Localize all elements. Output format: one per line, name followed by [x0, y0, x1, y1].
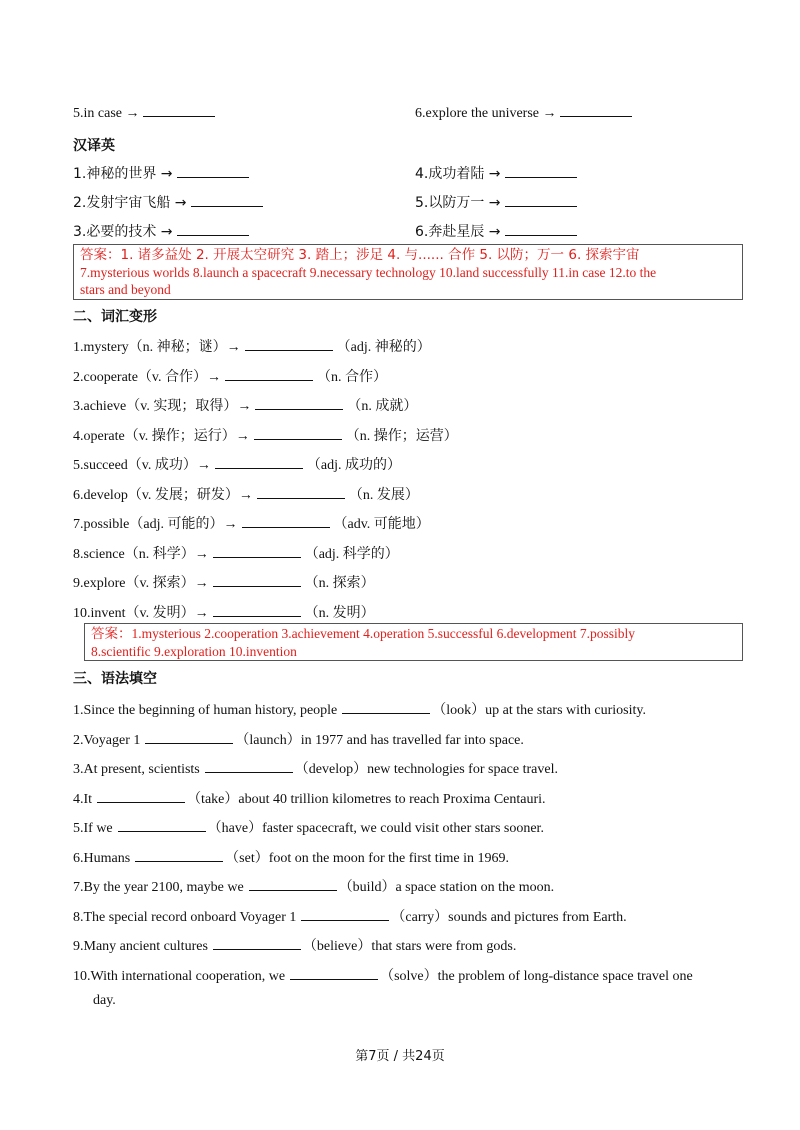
answer-box-translation	[73, 244, 743, 300]
answer-blank[interactable]	[245, 338, 333, 351]
section-heading-grammar: 三、语法填空	[73, 671, 157, 687]
answer-blank[interactable]	[255, 397, 343, 410]
grammar-item: 5.If we （have）faster spacecraft, we could visit other stars sooner.	[73, 821, 544, 836]
c2e-item-1: 1.神秘的世界 →	[73, 163, 249, 183]
section-heading-vocab: 二、词汇变形	[73, 309, 157, 325]
answer-blank[interactable]	[145, 731, 233, 744]
answer-blank[interactable]	[254, 427, 342, 440]
answer-blank[interactable]	[290, 967, 378, 980]
c2e-item-4: 4.成功着陆 →	[415, 163, 577, 183]
phrase-item-5: 5.in case →	[73, 104, 215, 122]
answer-text: stars and beyond	[80, 282, 171, 297]
vocab-item: 10.invent（v. 发明）→ （n. 发明）	[73, 605, 375, 621]
answer-label: 答案：	[91, 626, 132, 642]
c2e-item-3: 3.必要的技术 →	[73, 221, 249, 241]
answer-blank[interactable]	[215, 456, 303, 469]
grammar-item: 7.By the year 2100, maybe we （build）a space station on the moon.	[73, 880, 555, 895]
grammar-item: 10.With international cooperation, we （solve）the problem of long-distance space travel one	[73, 968, 693, 984]
grammar-item: 1.Since the beginning of human history, people （look）up at the stars with curiosity.	[73, 703, 646, 718]
vocab-item: 5.succeed（v. 成功）→ （adj. 成功的）	[73, 458, 402, 473]
answer-text: 1. 诸多益处 2. 开展太空研究 3. 踏上；涉足 4. 与...... 合作 5. 以防；万一 6. 探索宇宙	[120, 247, 640, 263]
grammar-item: 8.The special record onboard Voyager 1 （carry）sounds and pictures from Earth.	[73, 909, 627, 925]
grammar-item: 4.It （take）about 40 trillion kilometres to reach Proxima Centauri.	[73, 791, 546, 807]
c2e-item-6: 6.奔赴星辰 →	[415, 221, 577, 241]
answer-blank[interactable]	[213, 574, 301, 587]
answer-blank[interactable]	[213, 545, 301, 558]
vocab-item: 7.possible（adj. 可能的）→ （adv. 可能地）	[73, 517, 430, 532]
answer-blank[interactable]	[249, 878, 337, 891]
c2e-item-5: 5.以防万一 →	[415, 192, 577, 212]
section-heading-c2e: 汉译英	[73, 138, 115, 154]
vocab-item: 9.explore（v. 探索）→ （n. 探索）	[73, 576, 375, 591]
grammar-item-continuation: day.	[93, 993, 116, 1008]
answer-blank[interactable]	[257, 486, 345, 499]
vocab-item: 1.mystery（n. 神秘；谜）→ （adj. 神秘的）	[73, 340, 431, 355]
c2e-item-2: 2.发射宇宙飞船 →	[73, 192, 263, 212]
answer-blank[interactable]	[225, 368, 313, 381]
answer-blank[interactable]	[191, 194, 263, 207]
answer-blank[interactable]	[242, 515, 330, 528]
answer-text: 1.mysterious 2.cooperation 3.achievement 4.operation 5.successful 6.development 7.possibly	[131, 626, 636, 641]
answer-blank[interactable]	[143, 104, 215, 117]
vocab-item: 4.operate（v. 操作；运行）→ （n. 操作；运营）	[73, 428, 458, 444]
answer-text: 7.mysterious worlds 8.launch a spacecraft 9.necessary technology 10.land successfully 11.in case 12.to the	[80, 265, 657, 280]
answer-text: 8.scientific 9.exploration 10.invention	[91, 644, 297, 659]
answer-blank[interactable]	[560, 104, 632, 117]
answer-label: 答案：	[80, 247, 121, 263]
grammar-item: 9.Many ancient cultures （believe）that stars were from gods.	[73, 939, 517, 954]
phrase-item-6: 6.explore the universe →	[415, 104, 632, 122]
grammar-item: 6.Humans （set）foot on the moon for the first time in 1969.	[73, 850, 510, 866]
answer-blank[interactable]	[342, 701, 430, 714]
answer-blank[interactable]	[177, 223, 249, 236]
answer-box-vocab	[84, 623, 743, 661]
answer-blank[interactable]	[505, 165, 577, 178]
answer-blank[interactable]	[97, 790, 185, 803]
answer-blank[interactable]	[118, 819, 206, 832]
vocab-item: 6.develop（v. 发展；研发）→ （n. 发展）	[73, 487, 419, 503]
answer-blank[interactable]	[213, 604, 301, 617]
answer-blank[interactable]	[177, 165, 249, 178]
answer-blank[interactable]	[205, 760, 293, 773]
answer-blank[interactable]	[505, 223, 577, 236]
answer-blank[interactable]	[301, 908, 389, 921]
page-footer: 第7页 / 共24页	[355, 1049, 445, 1064]
grammar-item: 3.At present, scientists （develop）new technologies for space travel.	[73, 762, 558, 777]
answer-blank[interactable]	[505, 194, 577, 207]
grammar-item: 2.Voyager 1 （launch）in 1977 and has travelled far into space.	[73, 732, 524, 748]
vocab-item: 3.achieve（v. 实现；取得）→ （n. 成就）	[73, 399, 418, 414]
answer-blank[interactable]	[135, 849, 223, 862]
answer-blank[interactable]	[213, 937, 301, 950]
vocab-item: 2.cooperate（v. 合作）→ （n. 合作）	[73, 369, 387, 385]
vocab-item: 8.science（n. 科学）→ （adj. 科学的）	[73, 546, 399, 562]
